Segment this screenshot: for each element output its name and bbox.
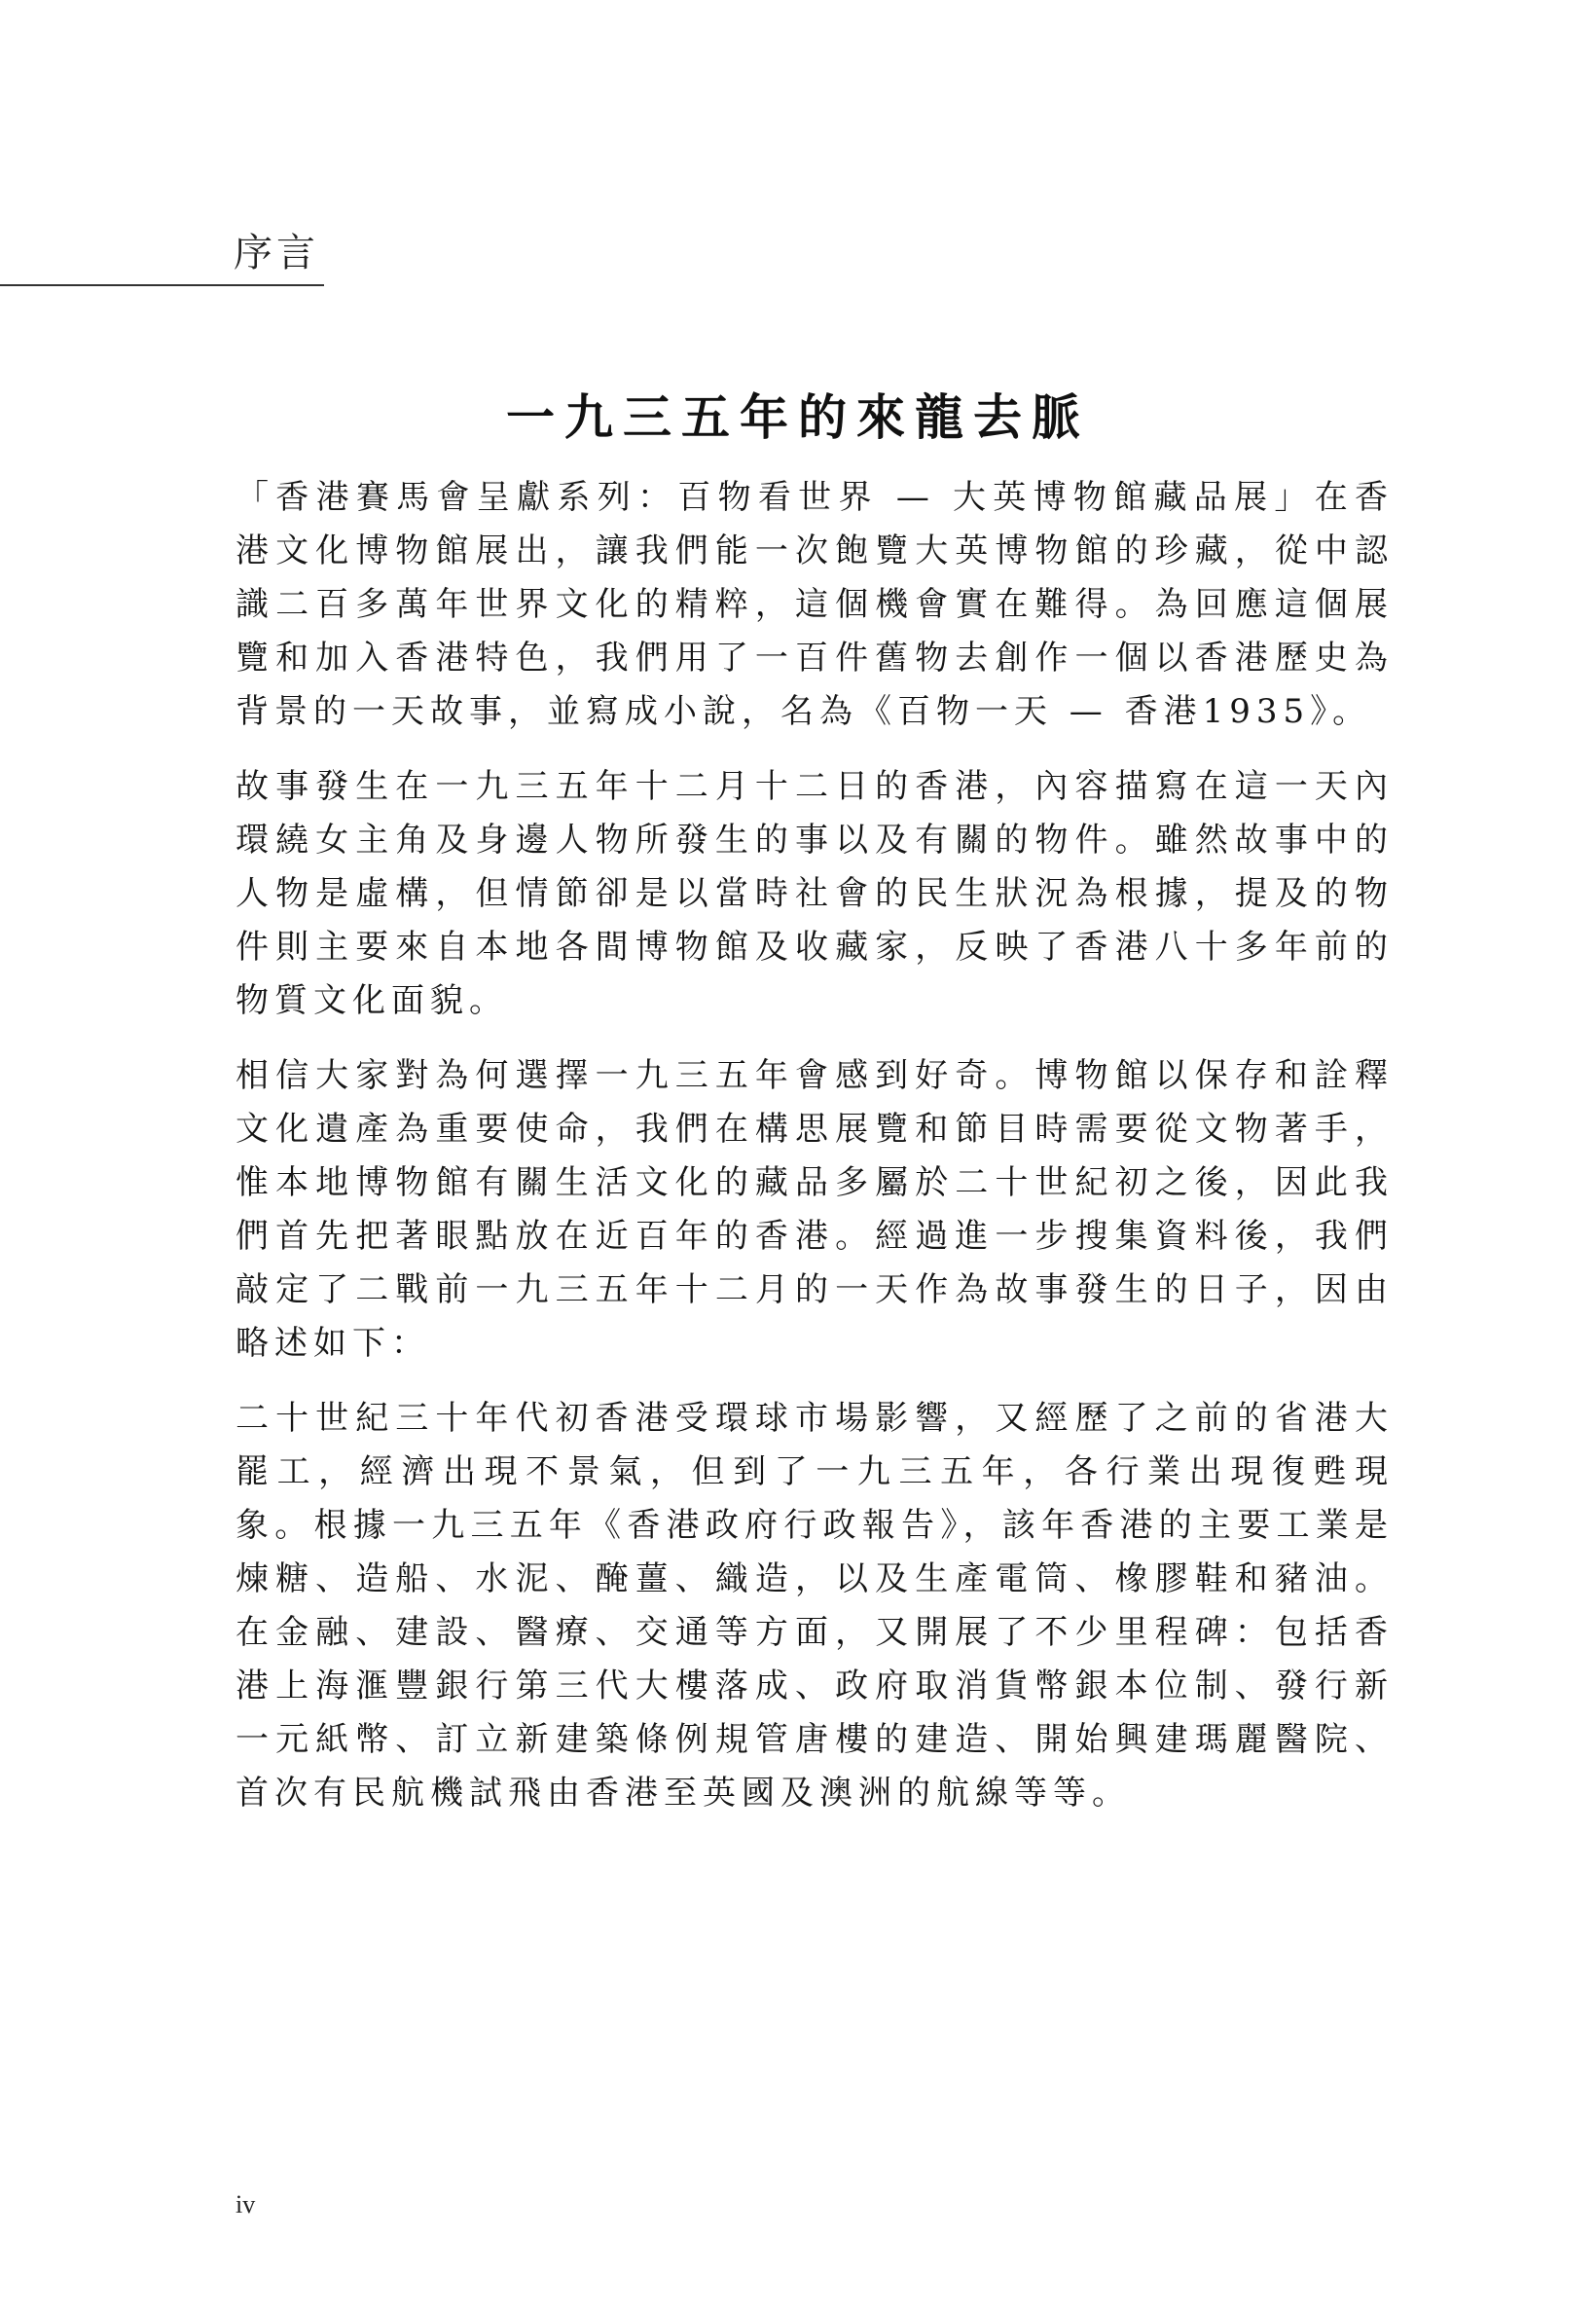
- section-divider: [0, 284, 324, 286]
- paragraph-3: 相信大家對為何選擇一九三五年會感到好奇。博物館以保存和詮釋文化遺產為重要使命，我們在構思展覽和節目時需要從文物著手，惟本地博物館有關生活文化的藏品多屬於二十世紀初之後，因此我們首先把著眼點放在近百年的香港。經過進一步搜集資料後，我們敲定了二戰前一九三五年十二月的一天作為故事發生的日子，因由略述如下：: [236, 1056, 1394, 1363]
- paragraph-1: 「香港賽馬會呈獻系列：百物看世界 — 大英博物館藏品展」在香港文化博物館展出，讓我們能一次飽覽大英博物館的珍藏，從中認識二百多萬年世界文化的精粹，這個機會實在難得。為回應這個展覽和加入香港特色，我們用了一百件舊物去創作一個以香港歷史為背景的一天故事，並寫成小說，名為《百物一天 — 香港1935》。: [236, 478, 1394, 731]
- page-title: 一九三五年的來龍去脈: [506, 388, 1090, 446]
- page-number: iv: [236, 2190, 256, 2218]
- paragraph-2: 故事發生在一九三五年十二月十二日的香港，內容描寫在這一天內環繞女主角及身邊人物所發生的事以及有關的物件。雖然故事中的人物是虛構，但情節卻是以當時社會的民生狀況為根據，提及的物件則主要來自本地各間博物館及收藏家，反映了香港八十多年前的物質文化面貌。: [236, 767, 1394, 1020]
- section-label: 序言: [234, 231, 319, 275]
- paragraph-4: 二十世紀三十年代初香港受環球市場影響，又經歷了之前的省港大罷工，經濟出現不景氣，但到了一九三五年，各行業出現復甦現象。根據一九三五年《香港政府行政報告》，該年香港的主要工業是煉糖、造船、水泥、醃薑、織造，以及生產電筒、橡膠鞋和豬油。在金融、建設、醫療、交通等方面，又開展了不少里程碑：包括香港上海滙豐銀行第三代大樓落成、政府取消貨幣銀本位制、發行新一元紙幣、訂立新建築條例規管唐樓的建造、開始興建瑪麗醫院、首次有民航機試飛由香港至英國及澳洲的航線等等。: [236, 1399, 1394, 1813]
- body-text: [236, 471, 1394, 1842]
